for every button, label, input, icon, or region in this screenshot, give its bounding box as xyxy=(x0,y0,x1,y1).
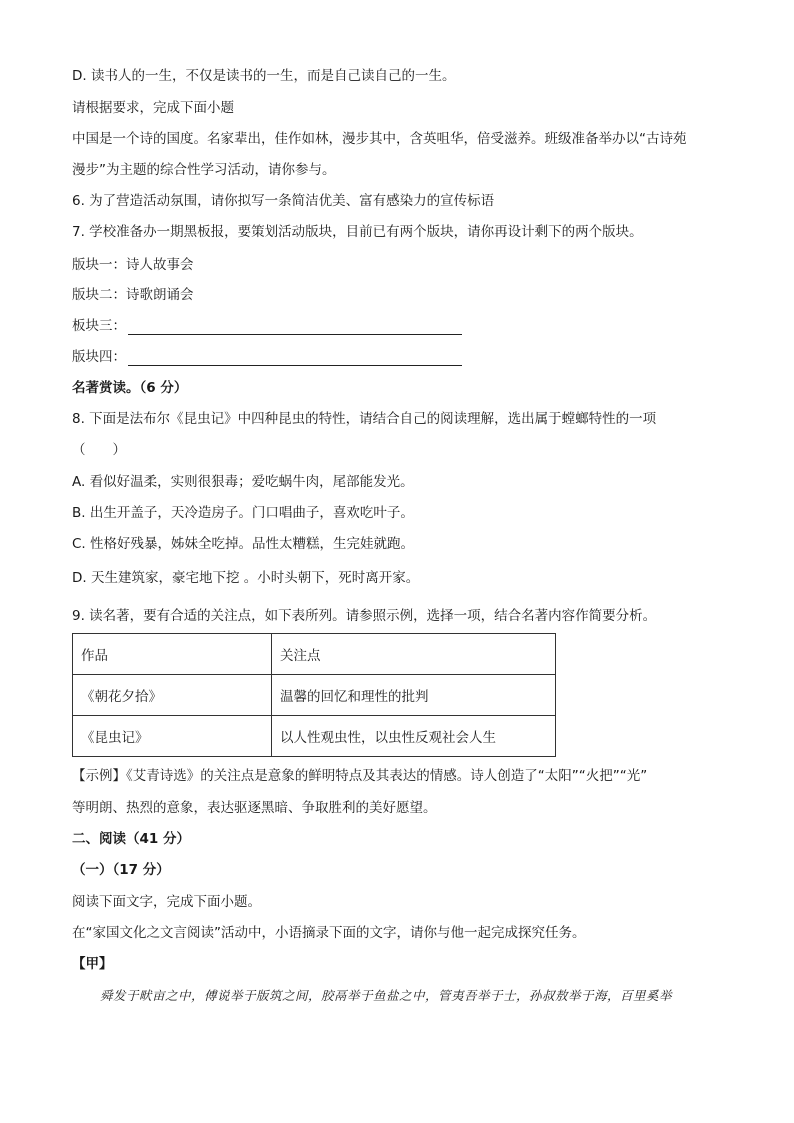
option-c: C. 性格好残暴，姊妹全吃掉。品性太糟糕，生完娃就跑。 xyxy=(72,536,415,552)
table-row xyxy=(73,716,556,757)
text-line: 在“家国文化之文言阅读”活动中，小语摘录下面的文字，请你与他一起完成探究任务。 xyxy=(72,925,586,941)
text-line: 阅读下面文字，完成下面小题。 xyxy=(72,894,261,910)
question-7: 7. 学校准备办一期黑板报，要策划活动版块，目前已有两个版块，请你再设计剩下的两个版块。 xyxy=(72,224,643,240)
table-row xyxy=(73,675,556,716)
option-a: A. 看似好温柔，实则很狠毒；爱吃蜗牛肉，尾部能发光。 xyxy=(72,474,414,490)
text-line: 版块二：诗歌朗诵会 xyxy=(72,287,194,303)
question-6: 6. 为了营造活动氛围，请你拟写一条简洁优美、富有感染力的宣传标语 xyxy=(72,193,495,209)
example-text: 【示例】《艾青诗选》的关注点是意象的鲜明特点及其表达的情感。诗人创造了“太阳”“火把”“光” xyxy=(72,768,648,784)
table-cell: 《朝花夕拾》 xyxy=(73,675,272,716)
option-b: B. 出生开盖子，天冷造房子。门口唱曲子，喜欢吃叶子。 xyxy=(72,505,414,521)
example-text: 等明朗、热烈的意象，表达驱逐黑暗、争取胜利的美好愿望。 xyxy=(72,800,437,816)
text-line: 中国是一个诗的国度。名家辈出，佳作如林，漫步其中，含英咀华，倍受滋养。班级准备举办以“古诗苑 xyxy=(72,131,687,147)
text-line: 漫步”为主题的综合性学习活动，请你参与。 xyxy=(72,162,336,178)
text-line: 请根据要求，完成下面小题 xyxy=(72,100,234,116)
table-cell: 《昆虫记》 xyxy=(73,716,272,757)
passage-label: 【甲】 xyxy=(72,956,113,972)
answer-blank xyxy=(128,351,462,366)
table-header-cell: 关注点 xyxy=(272,634,556,675)
blank-label: 版块四： xyxy=(72,349,126,365)
blank-row-3 xyxy=(72,317,462,335)
question-9: 9. 读名著，要有合适的关注点，如下表所列。请参照示例，选择一项，结合名著内容作简要分析。 xyxy=(72,608,657,624)
table-header-cell: 作品 xyxy=(73,634,272,675)
table-row xyxy=(73,634,556,675)
section-heading: 名著赏读。（6 分） xyxy=(72,380,188,396)
question-8: 8. 下面是法布尔《昆虫记》中四种昆虫的特性，请结合自己的阅读理解，选出属于螳螂特性的一项 xyxy=(72,411,657,427)
blank-row-4 xyxy=(72,348,462,366)
classical-passage: 舜发于畎亩之中，傅说举于版筑之间，胶鬲举于鱼盐之中，管夷吾举于士，孙叔敖举于海，百里奚举 xyxy=(100,988,673,1003)
table-cell: 温馨的回忆和理性的批判 xyxy=(272,675,556,716)
section-heading: 二、阅读（41 分） xyxy=(72,831,190,847)
answer-blank xyxy=(128,320,462,335)
reference-table xyxy=(72,633,556,757)
answer-bracket: （ ） xyxy=(72,442,126,458)
subsection-heading: （一）（17 分） xyxy=(72,862,170,878)
text-line: 版块一：诗人故事会 xyxy=(72,257,194,273)
table-cell: 以人性观虫性，以虫性反观社会人生 xyxy=(272,716,556,757)
blank-label: 板块三： xyxy=(72,318,126,334)
option-d: D. 天生建筑家，豪宅地下挖 。小时头朝下，死时离开家。 xyxy=(72,570,420,586)
text-line: D. 读书人的一生，不仅是读书的一生，而是自己读自己的一生。 xyxy=(72,68,456,84)
